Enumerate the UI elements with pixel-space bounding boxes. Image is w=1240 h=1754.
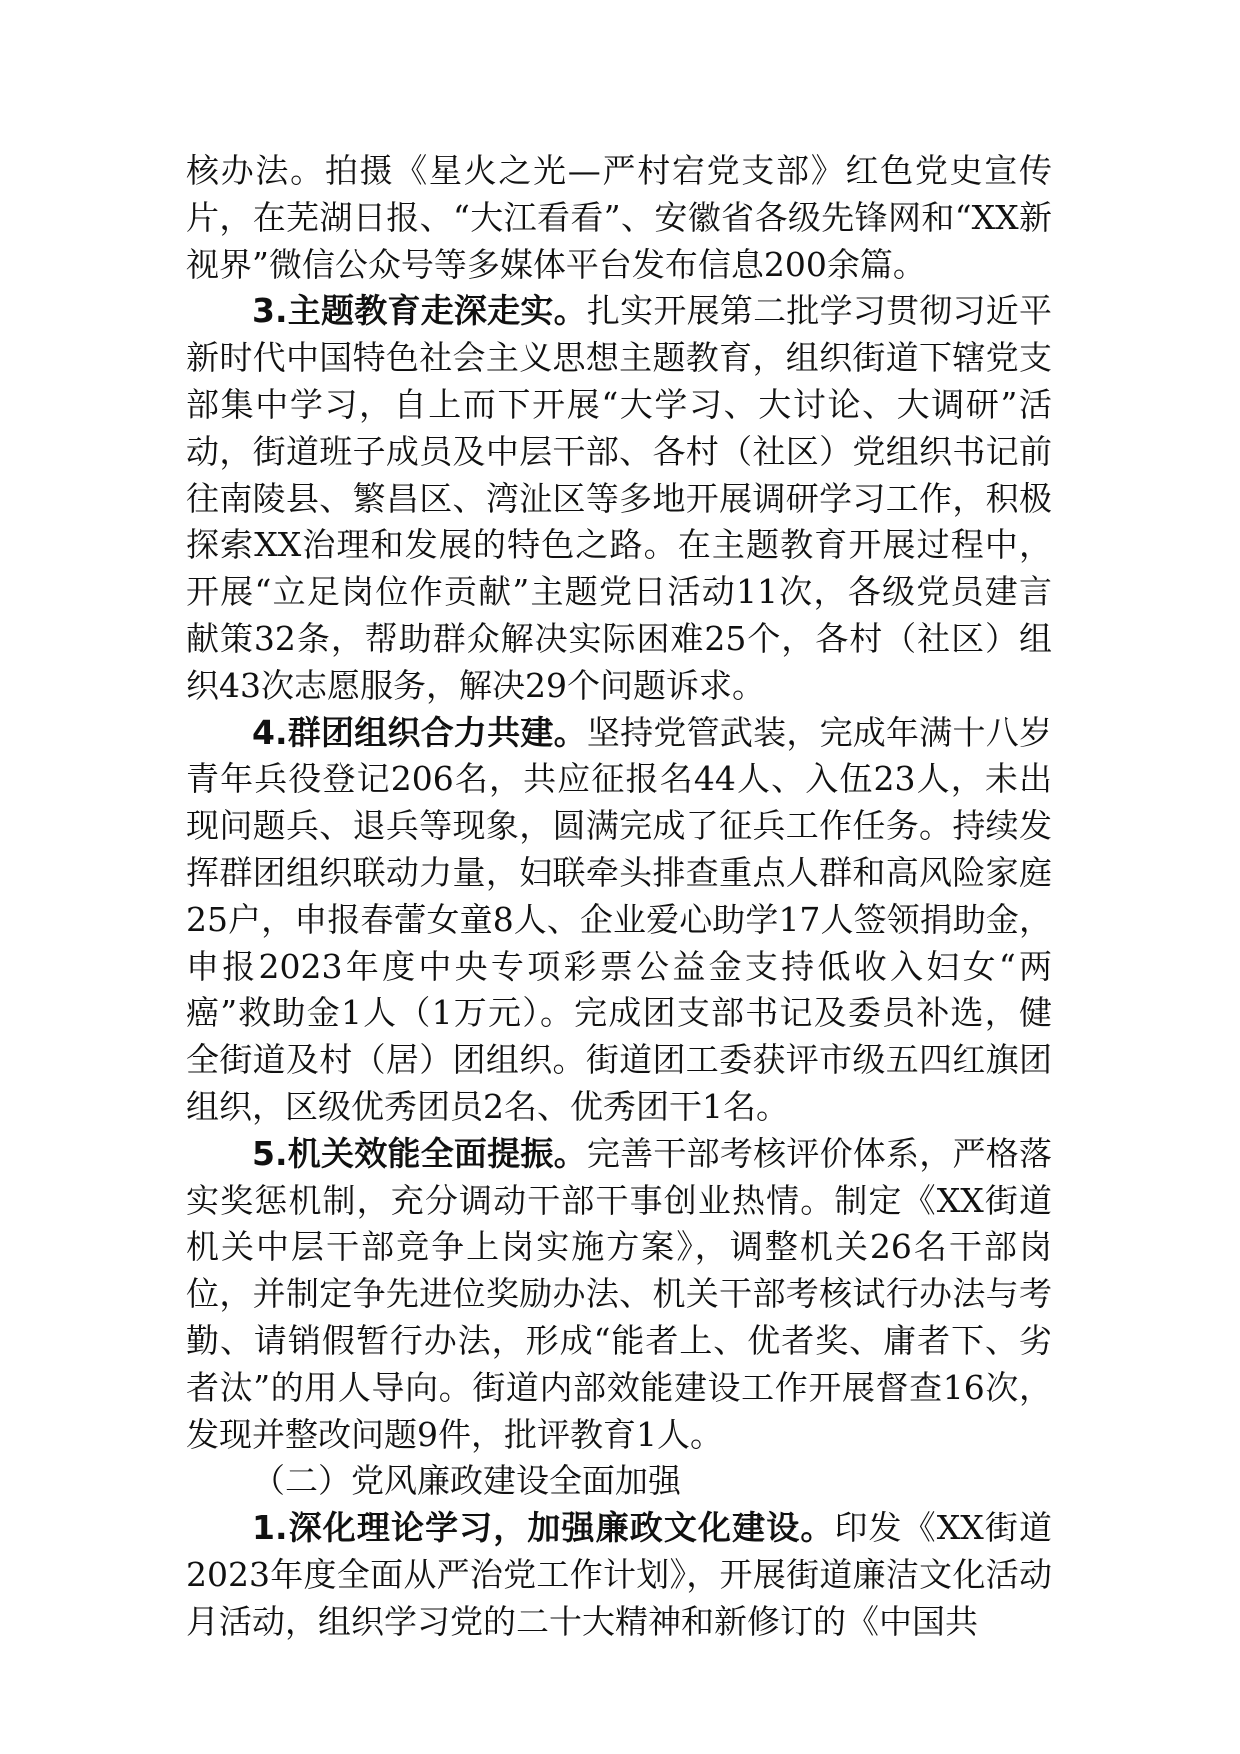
paragraph-mass-organizations: [186, 710, 1052, 1131]
section-title: （二）党风廉政建设全面加强: [252, 1461, 681, 1501]
paragraph-heading: 4.群团组织合力共建。: [252, 712, 587, 752]
paragraph-body: 核办法。拍摄《星火之光—严村宕党支部》红色党史宣传片，在芜湖日报、“大江看看”、安徽省各级先锋网和“XX新视界”微信公众号等多媒体平台发布信息200余篇。: [186, 151, 1052, 284]
paragraph-agency-efficiency: [186, 1131, 1052, 1459]
paragraph-body: 坚持党管武装，完成年满十八岁青年兵役登记206名，共应征报名44人、入伍23人，未出现问题兵、退兵等现象，圆满完成了征兵工作任务。持续发挥群团组织联动力量，妇联牵头排查重点人群和高风险家庭25户，申报春蕾女童8人、企业爱心助学17人签领捐助金，申报2023年度中央专项彩票公益金支持低收入妇女“两癌”救助金1人（1万元）。完成团支部书记及委员补选，健全街道及村（居）团组织。街道团工委获评市级五四红旗团组织，区级优秀团员2名、优秀团干1名。: [186, 712, 1052, 1126]
paragraph-body: 印发《XX街道2023年度全面从严治党工作计划》，开展街道廉洁文化活动月活动，组织学习党的二十大精神和新修订的《中国共: [186, 1508, 1052, 1641]
paragraph-body: 完善干部考核评价体系，严格落实奖惩机制，充分调动干部干事创业热情。制定《XX街道机关中层干部竞争上岗实施方案》，调整机关26名干部岗位，并制定争先进位奖励办法、机关干部考核试行办法与考勤、请销假暂行办法，形成“能者上、优者奖、庸者下、劣者汰”的用人导向。街道内部效能建设工作开展督查16次，发现并整改问题9件，批评教育1人。: [186, 1133, 1052, 1454]
paragraph-theory-study: [186, 1505, 1052, 1645]
paragraph-heading: 1.深化理论学习，加强廉政文化建设。: [252, 1508, 835, 1548]
paragraph-theme-education: [186, 288, 1052, 709]
document-page: [186, 148, 1052, 1646]
paragraph-body: 扎实开展第二批学习贯彻习近平新时代中国特色社会主义思想主题教育，组织街道下辖党支部集中学习，自上而下开展“大学习、大讨论、大调研”活动，街道班子成员及中层干部、各村（社区）党组织书记前往南陵县、繁昌区、湾沚区等多地开展调研学习工作，积极探索XX治理和发展的特色之路。在主题教育开展过程中，开展“立足岗位作贡献”主题党日活动11次，各级党员建言献策32条，帮助群众解决实际困难25个，各村（社区）组织43次志愿服务，解决29个问题诉求。: [186, 291, 1052, 705]
paragraph-heading: 5.机关效能全面提振。: [252, 1133, 587, 1173]
paragraph-heading: 3.主题教育走深走实。: [252, 291, 587, 331]
paragraph-continuation: [186, 148, 1052, 288]
